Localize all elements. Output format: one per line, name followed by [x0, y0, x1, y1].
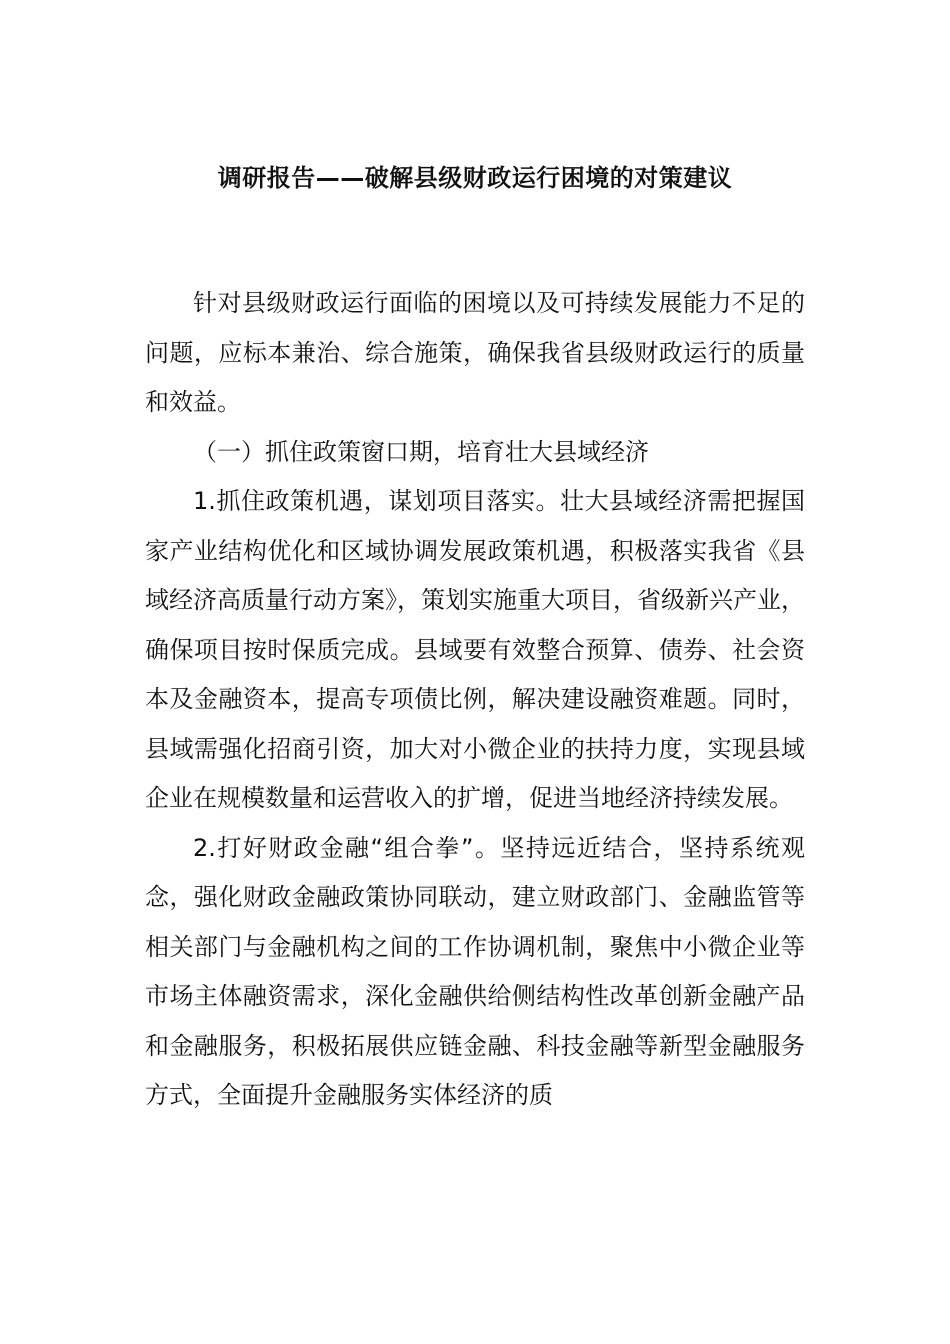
section-heading: （一）抓住政策窗口期，培育壮大县域经济 [193, 437, 649, 466]
paragraph-1: 1.抓住政策机遇，谋划项目落实。壮大县域经济需把握国家产业结构优化和区域协调发展政策机遇，积极落实我省《县域经济高质量行动方案》，策划实施重大项目，省级新兴产业，确保项目按时保质完成。县域要有效整合预算、债券、社会资本及金融资本，提高专项债比例，解决建设融资难题。同时，县域需强化招商引资，加大对小微企业的扶持力度，实现县域企业在规模数量和运营收入的扩增，促进当地经济持续发展。 [145, 487, 805, 812]
document-title: 调研报告——破解县级财政运行困境的对策建议 [217, 164, 733, 192]
intro-paragraph: 针对县级财政运行面临的困境以及可持续发展能力不足的问题，应标本兼治、综合施策，确保我省县级财政运行的质量和效益。 [145, 289, 805, 416]
paragraph-2: 2.打好财政金融“组合拳”。坚持远近结合，坚持系统观念，强化财政金融政策协同联动，建立财政部门、金融监管等相关部门与金融机构之间的工作协调机制，聚焦中小微企业等市场主体融资需求，深化金融供给侧结构性改革创新金融产品和金融服务，积极拓展供应链金融、科技金融等新型金融服务方式，全面提升金融服务实体经济的质 [145, 833, 805, 1109]
document-body [145, 279, 805, 1121]
